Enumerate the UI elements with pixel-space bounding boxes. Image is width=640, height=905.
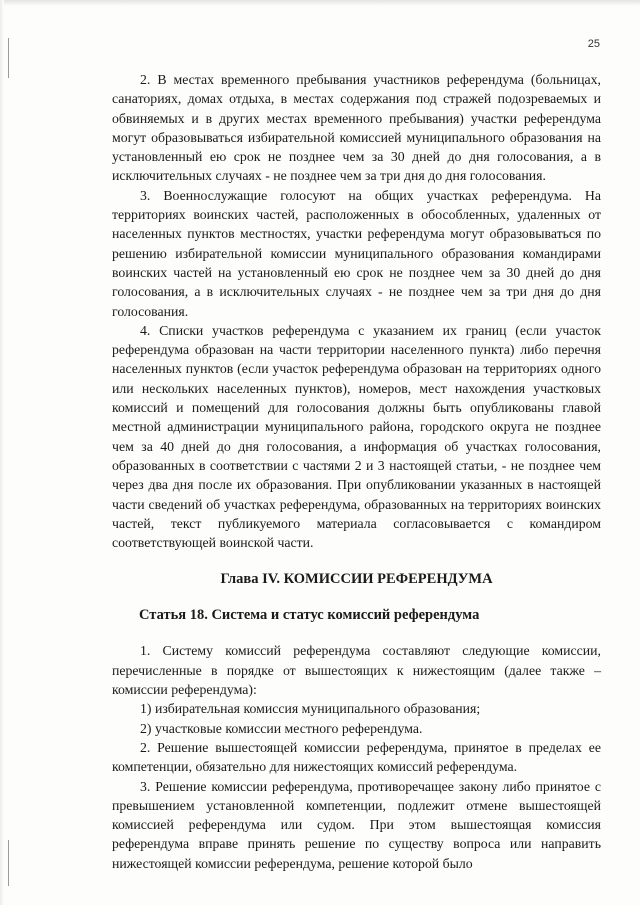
chapter-title: Глава IV. КОМИССИИ РЕФЕРЕНДУМА: [220, 571, 493, 588]
scan-edge-left: [0, 0, 4, 905]
paragraph-part-3: 3. Военнослужащие голосуют на общих участках референдума. На территориях воинских частей, расположенных в обособленных, удаленных от населенных пунктов местностях, участки референдума могут образовываться по решению избирательной комиссии муниципального образования командирами воинских частей на установленный ею срок не позднее чем за 30 дней до дня голосования, а в исключительных случаях - не позднее чем за три дня до дня голосования.: [112, 187, 601, 319]
list-item-2: 2) участковые комиссии местного референдума.: [140, 720, 423, 736]
paragraph-part-2: 2. В местах временного пребывания участников референдума (больницах, санаториях, домах отдыха, в местах содержания под стражей подозреваемых и обвиняемых и в других местах временного пребывания) участки референдума могут образовываться избирательной комиссией муниципального образования на установленный ею срок не позднее чем за 30 дней до дня голосования, а в исключительных случаях - не позднее чем за три дня до дня голосования.: [112, 72, 601, 184]
list-item-1: 1) избирательная комиссия муниципального образования;: [140, 701, 481, 717]
document-body: [112, 70, 601, 873]
page-number: 25: [587, 38, 600, 50]
article-title: Статья 18. Система и статус комиссий референдума: [139, 607, 480, 624]
paragraph-article-18-part-3: 3. Решение комиссии референдума, противоречащее закону либо принятое с превышением установленной компетенции, подлежит отмене вышестоящей комиссией референдума или судом. При этом вышестоящая комиссия референдума вправе принять решение по существу вопроса или направить нижестоящей комиссии референдума, решение которой было: [112, 778, 601, 871]
paragraph-article-18-part-1: 1. Систему комиссий референдума составляют следующие комиссии, перечисленные в порядке от вышестоящих к нижестоящим (далее также – комиссии референдума):: [112, 643, 601, 698]
scan-edge-top: [0, 0, 640, 6]
paragraph-article-18-part-2: 2. Решение вышестоящей комиссии референдума, принятое в пределах ее компетенции, обязательно для нижестоящих комиссий референдума.: [112, 739, 601, 775]
margin-mark-top: [8, 38, 9, 78]
margin-mark-bottom: [8, 840, 9, 886]
paragraph-part-4: 4. Списки участков референдума с указанием их границ (если участок референдума образован на части территории населенного пункта) либо перечня населенных пунктов (если участок референдума образован на территориях одного или нескольких населенных пунктов), номеров, мест нахождения участковых комиссий и помещений для голосования должны быть опубликованы главой местной администрации муниципального района, городского округа не позднее чем за 40 дней до дня голосования, а информация об участках голосования, образованных в соответствии с частями 2 и 3 настоящей статьи, - не позднее чем через два дня после их образования. При опубликовании указанных в настоящей части сведений об участках референдума, образованных на территориях воинских частей, текст публикуемого материала согласовывается с командиром соответствующей воинской части.: [112, 322, 601, 551]
